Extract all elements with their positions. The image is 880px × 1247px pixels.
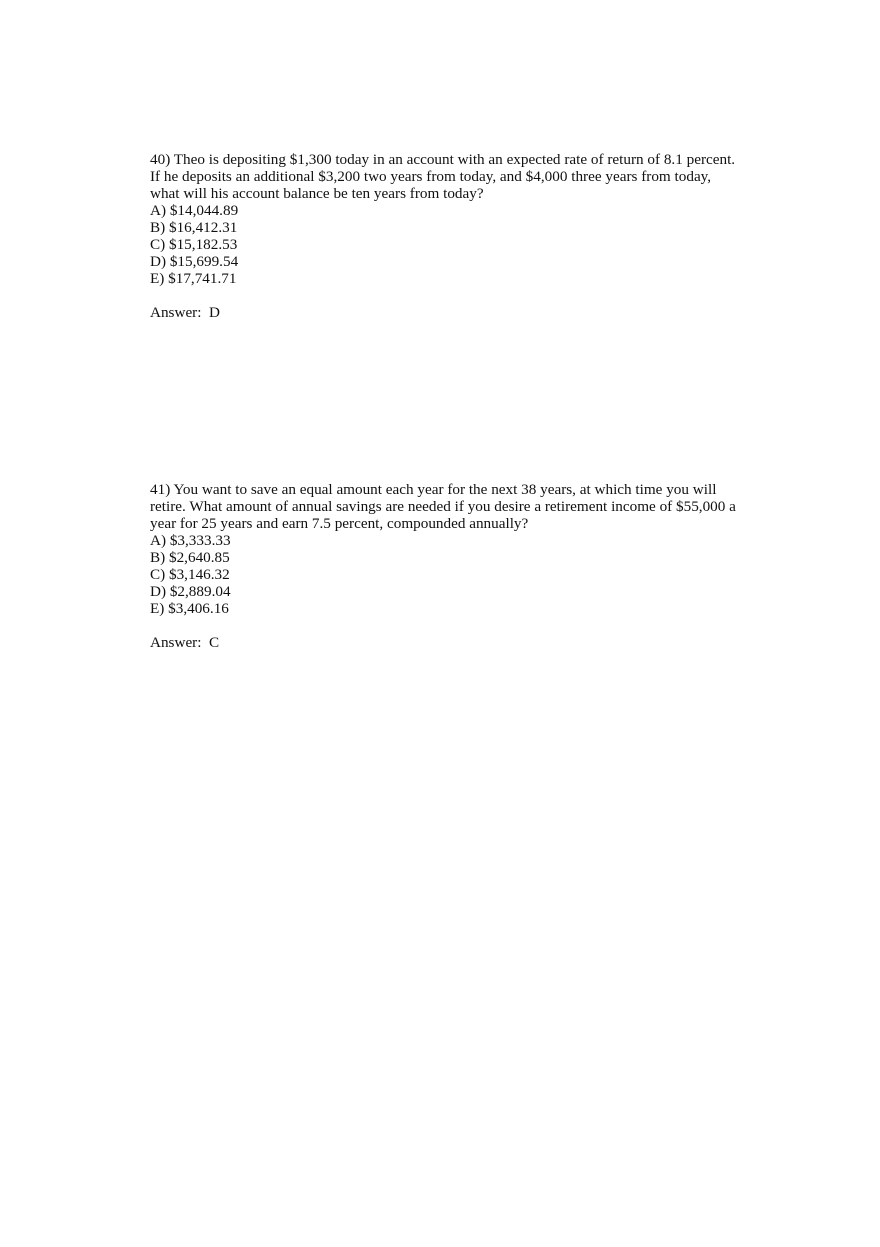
question-41 bbox=[150, 481, 740, 651]
option-c: C) $15,182.53 bbox=[150, 236, 238, 253]
option-a: A) $3,333.33 bbox=[150, 532, 231, 549]
question-stem: 40) Theo is depositing $1,300 today in an account with an expected rate of return of 8.1 percent. If he deposits an additional $3,200 two years from today, and $4,000 three years from today, what will his account balance be ten years from today? bbox=[150, 151, 736, 202]
option-b: B) $2,640.85 bbox=[150, 549, 230, 566]
question-stem: 41) You want to save an equal amount each year for the next 38 years, at which time you will retire. What amount of annual savings are needed if you desire a retirement income of $55,000 a year for 25 years and earn 7.5 percent, compounded annually? bbox=[150, 481, 736, 532]
option-b: B) $16,412.31 bbox=[150, 219, 238, 236]
answer-key: Answer: D bbox=[150, 304, 221, 321]
answer-options bbox=[150, 532, 740, 617]
answer-key: Answer: C bbox=[150, 634, 220, 651]
option-e: E) $17,741.71 bbox=[150, 270, 237, 287]
option-c: C) $3,146.32 bbox=[150, 566, 230, 583]
question-40 bbox=[150, 151, 740, 321]
option-d: D) $15,699.54 bbox=[150, 253, 239, 270]
option-a: A) $14,044.89 bbox=[150, 202, 239, 219]
answer-options bbox=[150, 202, 740, 287]
option-e: E) $3,406.16 bbox=[150, 600, 229, 617]
option-d: D) $2,889.04 bbox=[150, 583, 231, 600]
